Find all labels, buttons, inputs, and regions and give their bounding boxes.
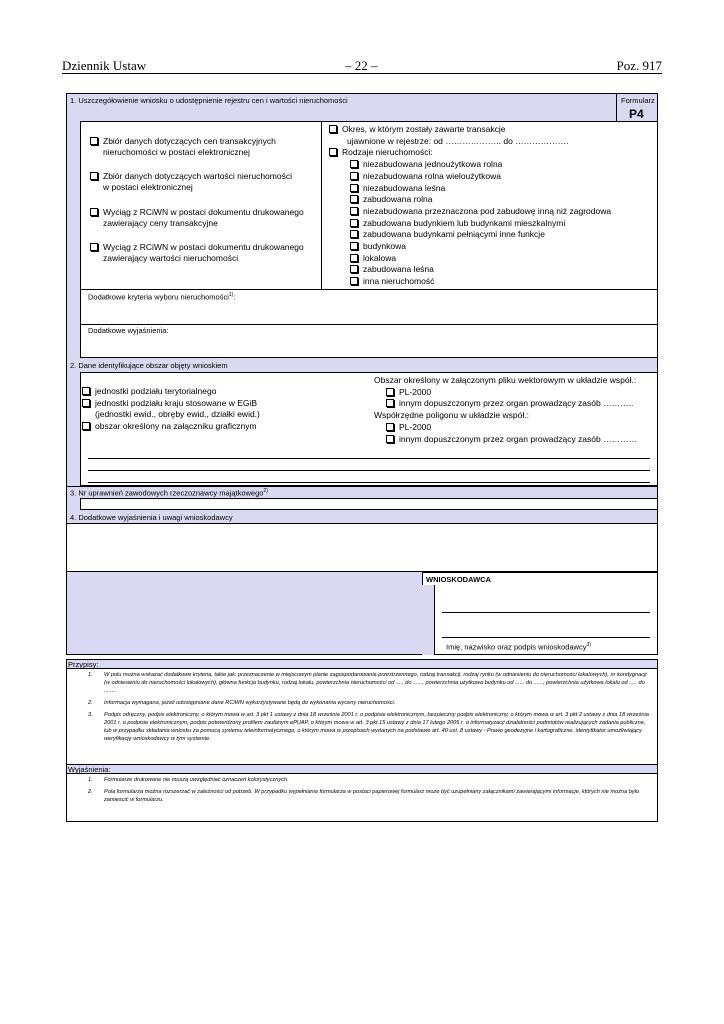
property-types-list (350, 159, 611, 288)
period-option[interactable]: Okres, w którym zostały zawarte transakcje (329, 124, 611, 136)
checkbox[interactable] (90, 172, 98, 180)
area-line[interactable] (88, 482, 650, 483)
explanations-title: Wyjaśnienia: (68, 765, 111, 774)
checkbox[interactable] (90, 208, 98, 216)
section3-title: 3. Nr uprawnień zawodowych rzeczoznawcy majątkowego$^{2)}$ (70, 488, 268, 498)
checkbox[interactable] (329, 148, 337, 156)
type-item[interactable]: niezabudowana jednoużytkowa rolna (350, 159, 611, 171)
journal-title: Dziennik Ustaw (62, 58, 147, 73)
types-option[interactable]: Rodzaje nieruchomości: (329, 147, 611, 159)
explanation: 1. Formularze drukowane nie muszą uwzględniać oznaczeń kolorystycznych. (88, 777, 289, 783)
appraiser-number-field[interactable] (80, 498, 658, 510)
extra-explanations-label[interactable]: Dodatkowe wyjaśnienia: (88, 326, 169, 335)
option-price-dataset[interactable]: Zbiór danych dotyczących cen transakcyjnych nieruchomości w postaci elektronicznej (90, 136, 276, 158)
type-item[interactable]: niezabudowana leśna (350, 183, 611, 195)
type-item[interactable]: budynkowa (350, 241, 611, 253)
property-criteria (329, 124, 611, 288)
option-egib-units[interactable]: jednostki podziału kraju stosowane w EGiB (82, 398, 260, 410)
form-label: Formularz (621, 96, 655, 105)
footnote: 3. Podpis odręczny, podpis elektroniczny, o którym mowa w art. 3 pkt 1 ustawy z dnia 18 września 2001 r. o podpisie elektronicznym, bezpieczny podpis elektroniczny, o którym mowa w art. 3 pkt 2 ustawy z dnia 18 września 2001 r. o podpisie elektronicznym, podpis potwierdzony profilem zaufanym ePUAP, o którym mowa w art. 3 pkt 15 ustawy z dnia 17 lutego 2005 r. o informatyzacji działalności podmiotów realizujących zadania publiczne, lub w przypadku składania wniosku za pomocą systemu teleinformatycznego, o którym mowa w przepisach wydanych na podstawie art. 40 ust. 8 ustawy - Prawo geodezyjne i kartograficzne, identyfikator umożliwiający weryfikację wnioskodawcy w tym systemie. (88, 712, 649, 742)
position-number: Poz. 917 (616, 58, 662, 73)
section2-title: 2. Dane identyfikujące obszar objęty wnioskiem (70, 361, 228, 370)
form-code: P4 (629, 107, 644, 121)
area-options: jednostki podziału terytorialnego jednostki podziału kraju stosowane w EGiB (jednostki ewid., obręby ewid., działki ewid.) obszar określony na załączniku graficznym (82, 386, 260, 433)
option-value-dataset[interactable]: Zbiór danych dotyczących wartości nieruchomości w postaci elektronicznej (90, 171, 292, 193)
area-line[interactable] (88, 470, 650, 471)
checkbox[interactable] (90, 137, 98, 145)
type-item[interactable]: zabudowana leśna (350, 264, 611, 276)
footnotes-list (88, 671, 652, 747)
checkbox[interactable] (329, 125, 337, 133)
form-code-box (616, 93, 658, 121)
type-item[interactable]: zabudowana rolna (350, 194, 611, 206)
type-item[interactable]: zabudowana budynkami pełniącymi inne funkcje (350, 229, 611, 241)
type-item[interactable]: niezabudowana przeznaczona pod zabudowę inną niż zagrodowa (350, 206, 611, 218)
type-item[interactable]: lokalowa (350, 253, 611, 265)
signature-line[interactable] (442, 612, 650, 613)
explanation: 2. Pola formularza można rozszerzać w zależności od potrzeb. W przypadku wypełniania formularza w postaci papierowej formularz może być uzupełniany załącznikami zawierającymi informacje, których nie można było zamieścić w formularzu. (88, 789, 640, 803)
header-rule (62, 73, 662, 74)
area-line[interactable] (88, 458, 650, 459)
page-number: – 22 – (345, 58, 378, 73)
type-item[interactable]: zabudowana budynkiem lub budynkami mieszkalnymi (350, 218, 611, 230)
remarks-field[interactable] (66, 523, 658, 572)
type-item[interactable]: inna nieruchomość (350, 276, 611, 288)
applicant-title: WNIOSKODAWCA (426, 575, 491, 584)
option-price-extract[interactable]: Wyciąg z RCiWN w postaci dokumentu drukowanego zawierający ceny transakcyjne (90, 207, 304, 229)
type-item[interactable]: niezabudowana rolna wieloużytkowa (350, 171, 611, 183)
explanations-list (88, 776, 652, 808)
checkbox[interactable] (90, 243, 98, 251)
option-value-extract[interactable]: Wyciąg z RCiWN w postaci dokumentu drukowanego zawierający wartości nieruchomości (90, 242, 304, 264)
section1-title: 1. Uszczegółowienie wniosku o udostępnienie rejestru cen i wartości nieruchomości (70, 96, 348, 105)
section4-title: 4. Dodatkowe wyjaśnienia i uwagi wnioskodawcy (70, 513, 233, 522)
option-graphic-attachment[interactable]: obszar określony na załączniku graficznym (82, 421, 260, 433)
footnote: 2. Informacja wymagana, jeżeli udostępniane dane RCiWN wykorzystywane będą do wykonania wyceny nieruchomości. (88, 700, 396, 706)
signature-line[interactable] (442, 637, 650, 638)
coordinate-options: Obszar określony w załączonym pliku wektorowym w układzie współ.: PL-2000 innym dopuszczonym przez organ prowadzący zasób ……….. Współrzędne poligonu w układzie współ.: PL-2000 innym dopuszczonym przez organ prowadzący zasób ………… (374, 375, 638, 444)
footnotes-title: Przypisy: (68, 660, 99, 669)
extra-criteria-label[interactable]: Dodatkowe kryteria wyboru nieruchomości$^{1)}$: (88, 292, 236, 302)
signature-label: Imię, nazwisko oraz podpis wnioskodawcy$^{3)}$ (446, 642, 591, 652)
period-range[interactable]: ujawnione w rejestrze: od ……………….. do ………………. (347, 135, 569, 146)
option-territorial-units[interactable]: jednostki podziału terytorialnego (82, 386, 260, 398)
footnote: 1. W polu można wskazać dodatkowe kryteria, takie jak: przeznaczenie w miejscowym planie zagospodarowania przestrzennego, rodzaj transakcji, rodzaj rynku (w odniesieniu do nieruchomości lokalowych), nr kondygnacji (w odniesieniu do nieruchomości lokalowych), główna funkcja budynku, rodzaj lokalu, powierzchnia nieruchomości od ..... do ......, powierzchnia użytkowa budynku od ...... do ......, powierzchnia użytkowa lokalu od ..... do ........ (88, 672, 647, 694)
